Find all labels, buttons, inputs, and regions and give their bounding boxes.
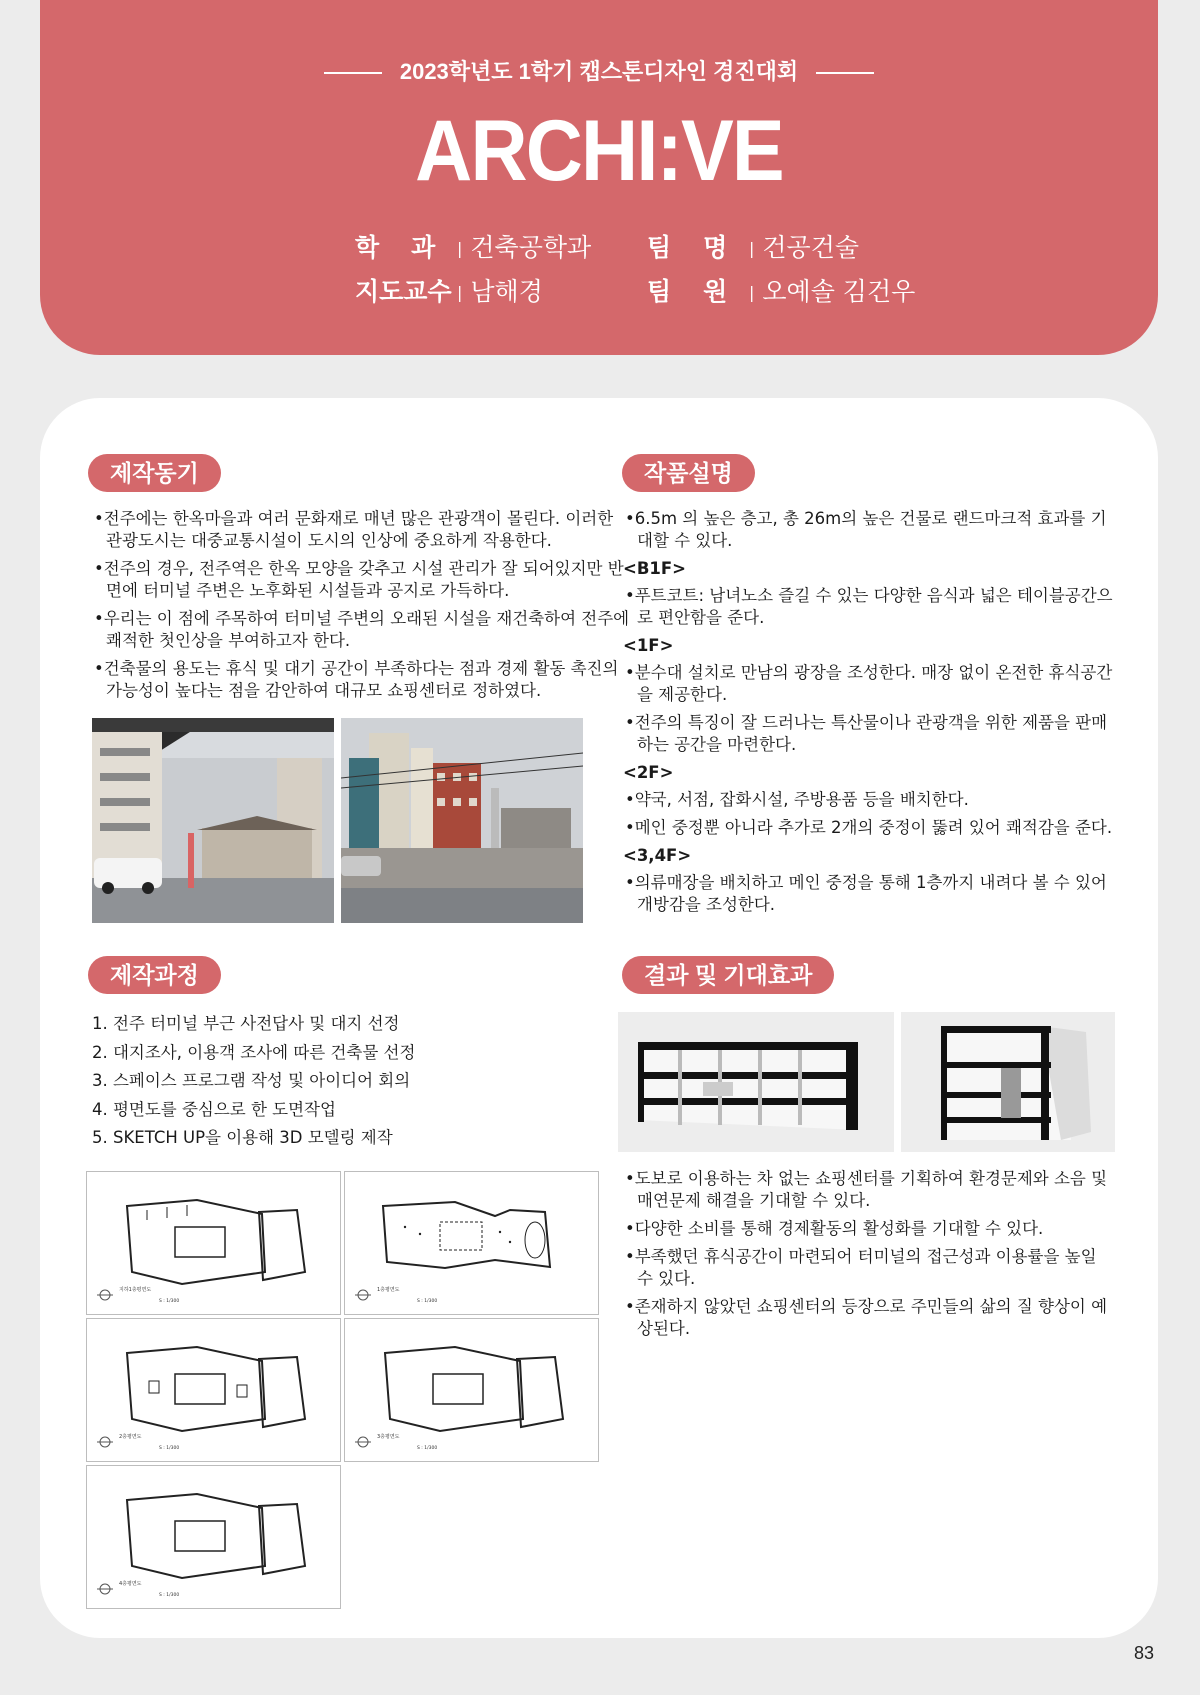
floor-plan-2f	[86, 1318, 341, 1462]
floor-label-b1f: <B1F>	[623, 559, 686, 578]
team-name-row	[647, 228, 859, 264]
description-list	[623, 508, 1113, 922]
list-item: 4. 평면도를 중심으로 한 도면작업	[92, 1099, 336, 1119]
content-card	[40, 398, 1158, 1638]
floor-label-3-4f: <3,4F>	[623, 846, 692, 865]
list-item: •의류매장을 배치하고 메인 중정을 통해 1층까지 내려다 볼 수 있어 개방감을 조성한다.	[625, 873, 1107, 914]
results-list	[623, 1168, 1113, 1346]
project-title: ARCHI:VE	[415, 103, 783, 199]
floor-plan-4f	[86, 1465, 341, 1609]
list-item: •전주에는 한옥마을과 여러 문화재로 매년 많은 관광객이 몰린다. 이러한 관광도시는 대중교통시설이 도시의 인상에 중요하게 작용한다.	[94, 509, 614, 550]
plan-title: 1층평면도	[377, 1287, 400, 1293]
motivation-heading: 제작동기	[88, 454, 221, 492]
header-banner	[40, 0, 1158, 355]
plan-title: 지하1층평면도	[119, 1287, 152, 1293]
members-value: 오예솔 김건우	[762, 277, 916, 306]
floor-plan-b1	[86, 1171, 341, 1315]
title-rule-left	[324, 72, 382, 74]
description-heading: 작품설명	[622, 454, 755, 492]
list-item: •부족했던 휴식공간이 마련되어 터미널의 접근성과 이용률을 높일 수 있다.	[625, 1247, 1097, 1288]
list-item: •전주의 경우, 전주역은 한옥 모양을 갖추고 시설 관리가 잘 되어있지만 반면에 터미널 주변은 노후화된 시설들과 공지로 가득하다.	[94, 559, 624, 600]
list-item: •메인 중정뿐 아니라 추가로 2개의 중정이 뚫려 있어 쾌적감을 준다.	[625, 818, 1113, 837]
plan-title: 3층평면도	[377, 1434, 400, 1440]
motivation-list	[92, 508, 632, 708]
list-item: •건축물의 용도는 휴식 및 대기 공간이 부족하다는 점과 경제 활동 촉진의 가능성이 높다는 점을 감안하여 대규모 쇼핑센터로 정하였다.	[94, 659, 619, 700]
process-heading: 제작과정	[88, 956, 221, 994]
plan-title: 4층평면도	[119, 1581, 142, 1587]
plan-scale: S : 1/300	[159, 1299, 180, 1304]
list-item: •6.5m 의 높은 층고, 총 26m의 높은 건물로 랜드마크적 효과를 기대할 수 있다.	[625, 509, 1107, 550]
team-info	[315, 226, 955, 316]
event-title-text: 2023학년도 1학기 캡스톤디자인 경진대회	[399, 59, 799, 84]
list-item: •존재하지 않았던 쇼핑센터의 등장으로 주민들의 삶의 질 향상이 예상된다.	[625, 1297, 1108, 1338]
plan-scale: S : 1/300	[159, 1446, 180, 1451]
plan-title: 2층평면도	[119, 1434, 142, 1440]
page-number: 83	[1133, 1643, 1154, 1663]
model-render-1	[618, 1012, 894, 1152]
process-steps	[92, 1010, 415, 1153]
list-item: 2. 대지조사, 이용객 조사에 따른 건축물 선정	[92, 1042, 416, 1062]
event-title	[40, 55, 1158, 86]
department-row	[355, 228, 591, 264]
list-item: 5. SKETCH UP을 이용해 3D 모델링 제작	[92, 1128, 393, 1147]
results-heading: 결과 및 기대효과	[622, 956, 834, 994]
list-item: •전주의 특징이 잘 드러나는 특산물이나 관광객을 위한 제품을 판매하는 공간을 마련한다.	[625, 713, 1108, 754]
list-item: 1. 전주 터미널 부근 사전답사 및 대지 선정	[92, 1014, 400, 1033]
team-name-label: 팀 명	[647, 234, 728, 262]
plan-scale: S : 1/300	[159, 1593, 180, 1598]
list-item: •우리는 이 점에 주목하여 터미널 주변의 오래된 시설을 재건축하여 전주에 쾌적한 첫인상을 부여하고자 한다.	[94, 609, 630, 650]
model-render-2	[901, 1012, 1115, 1152]
floor-label-2f: <2F>	[623, 763, 674, 782]
list-item: •도보로 이용하는 차 없는 쇼핑센터를 기획하여 환경문제와 소음 및 매연문제 해결을 기대할 수 있다.	[625, 1169, 1108, 1210]
members-row	[647, 272, 915, 308]
plan-scale: S : 1/300	[417, 1299, 438, 1304]
list-item: •약국, 서점, 잡화시설, 주방용품 등을 배치한다.	[625, 790, 969, 809]
list-item: •분수대 설치로 만남의 광장을 조성한다. 매장 없이 온전한 휴식공간을 제공한다.	[625, 663, 1113, 704]
floor-plan-3f	[344, 1318, 599, 1462]
plan-scale: S : 1/300	[417, 1446, 438, 1451]
floor-label-1f: <1F>	[623, 636, 674, 655]
title-rule-right	[816, 72, 874, 74]
advisor-value: 남해경	[470, 277, 543, 306]
site-photo-2	[341, 718, 583, 923]
team-name-value: 건공건술	[762, 233, 859, 262]
advisor-row	[355, 272, 543, 308]
list-item: •다양한 소비를 통해 경제활동의 활성화를 기대할 수 있다.	[625, 1219, 1044, 1238]
floor-plan-1f	[344, 1171, 599, 1315]
separator: |	[749, 239, 755, 258]
members-label: 팀 원	[647, 278, 728, 306]
separator: |	[749, 283, 755, 302]
advisor-label: 지도교수	[355, 278, 452, 306]
list-item: 3. 스페이스 프로그램 작성 및 아이디어 회의	[92, 1071, 411, 1090]
separator: |	[457, 239, 463, 258]
list-item: •푸트코트: 남녀노소 즐길 수 있는 다양한 음식과 넓은 테이블공간으로 편안함을 준다.	[625, 586, 1113, 627]
department-value: 건축공학과	[470, 233, 592, 262]
department-label: 학 과	[355, 234, 436, 262]
separator: |	[457, 283, 463, 302]
site-photo-1	[92, 718, 334, 923]
